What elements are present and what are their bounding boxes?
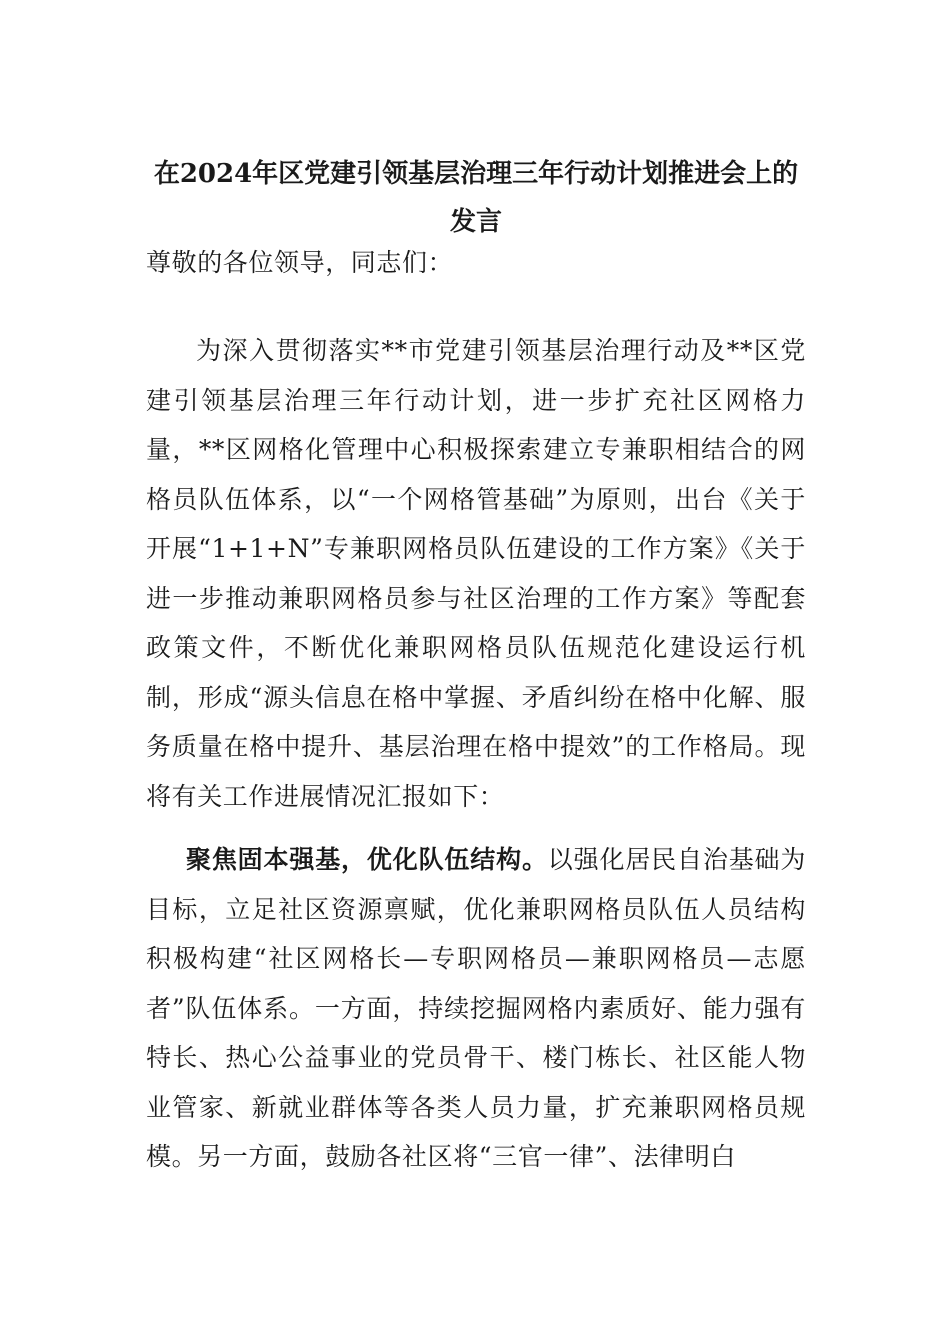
salutation: 尊敬的各位领导，同志们： [146, 248, 454, 277]
paragraph-team-structure [146, 835, 806, 1182]
paragraph-heading: 聚焦固本强基，优化队伍结构。 [186, 845, 548, 874]
paragraph-body: 以强化居民自治基础为目标，立足社区资源禀赋，优化兼职网格员队伍人员结构积极构建“社区网格长—专职网格员—兼职网格员—志愿者”队伍体系。一方面，持续挖掘网格内素质好、能力强有特长、热心公益事业的党员骨干、楼门栋长、社区能人物业管家、新就业群体等各类人员力量，扩充兼职网格员规模。另一方面，鼓励各社区将“三官一律”、法律明白 [146, 845, 806, 1171]
document-title: 在2024年区党建引领基层治理三年行动计划推进会上的发言 [153, 159, 799, 237]
paragraph-intro: 为深入贯彻落实**市党建引领基层治理行动及**区党建引领基层治理三年行动计划，进一步扩充社区网格力量，**区网格化管理中心积极探索建立专兼职相结合的网格员队伍体系，以“一个网格管基础”为原则，出台《关于开展“1+1+N”专兼职网格员队伍建设的工作方案》《关于进一步推动兼职网格员参与社区治理的工作方案》等配套政策文件，不断优化兼职网格员队伍规范化建设运行机制，形成“源头信息在格中掌握、矛盾纠纷在格中化解、服务质量在格中提升、基层治理在格中提效”的工作格局。现将有关工作进展情况汇报如下： [146, 336, 806, 811]
